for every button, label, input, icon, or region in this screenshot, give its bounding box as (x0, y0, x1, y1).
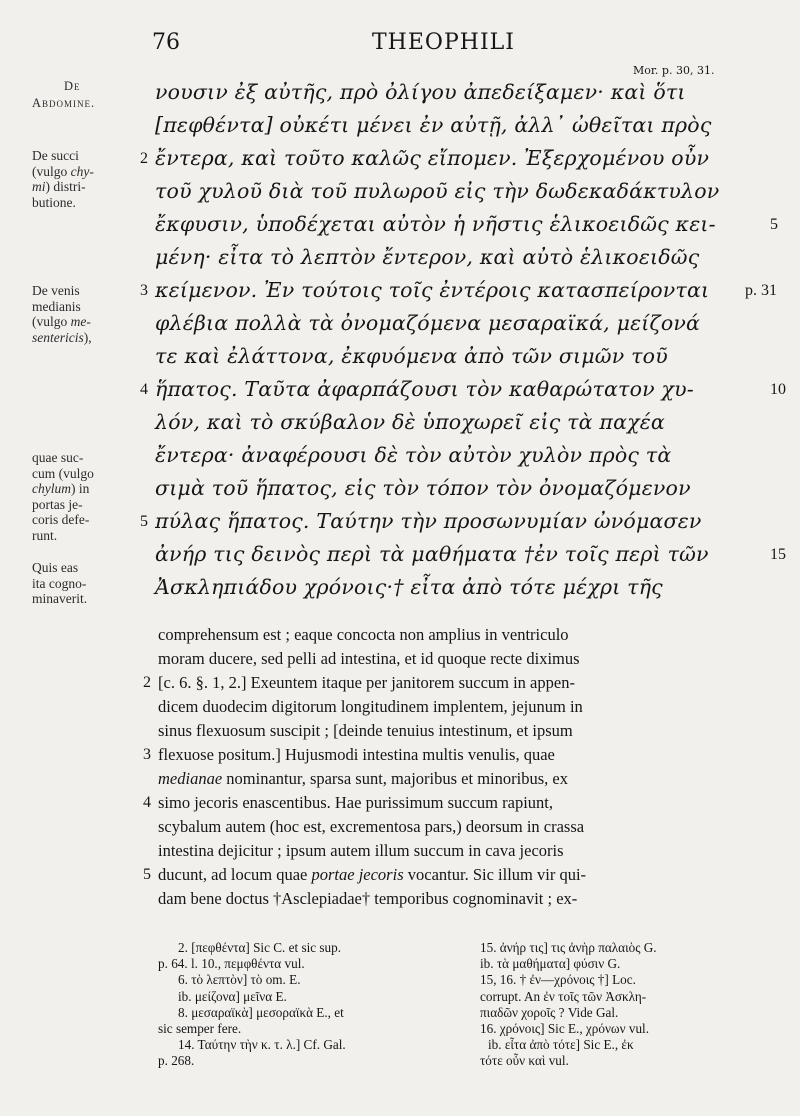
greek-line: τοῦ χυλοῦ διὰ τοῦ πυλωροῦ εἰς τὴν δωδεκαδάκτυλον (155, 179, 720, 203)
latin-line: comprehensum est ; eaque concocta non amplius in ventriculo (158, 625, 569, 644)
margin-note-veins (32, 283, 92, 345)
greek-line-number: 15 (770, 546, 786, 563)
footnotes-left (158, 940, 458, 1070)
margin-note-chyme (32, 148, 94, 210)
margin-note-line: quae suc- (32, 450, 84, 465)
footnote-line: p. 268. (158, 1053, 195, 1069)
footnote-line: 14. Ταύτην τὴν κ. τ. λ.] Cf. Gal. (178, 1037, 346, 1053)
latin-line: dicem duodecim digitorum longitudinem implentem, jejunum in (158, 697, 583, 716)
greek-line: τε καὶ ἐλάττονα, ἐκφυόμενα ἀπὸ τῶν σιμῶν τοῦ (155, 344, 668, 368)
margin-title-line: De (64, 79, 81, 93)
margin-note-line: mi) distri- (32, 179, 86, 194)
margin-note-line: chylum) in (32, 481, 90, 496)
margin-note-line: coris defe- (32, 512, 90, 527)
greek-section-number: 4 (140, 381, 148, 398)
greek-line: ἔντερα, καὶ τοῦτο καλῶς εἴπομεν. Ἐξερχομένου οὖν (155, 146, 710, 170)
margin-note-line: medianis (32, 298, 81, 314)
greek-line: [πεφθέντα] οὐκέτι μένει ἐν αὐτῇ, ἀλλ᾽ ὠθεῖται πρὸς (155, 113, 712, 137)
greek-line: σιμὰ τοῦ ἥπατος, εἰς τὸν τόπον τὸν ὀνομαζόμενον (155, 476, 691, 500)
margin-note-line: Quis eas (32, 560, 79, 575)
footnote-line: 2. [πεφθέντα] Sic C. et sic sup. (178, 940, 342, 955)
running-head: THEOPHILI (372, 30, 515, 55)
margin-note-line: runt. (32, 527, 58, 543)
greek-line: φλέβια πολλὰ τὰ ὀνομαζόμενα μεσαραϊκά, μείζονά (155, 311, 701, 335)
margin-note-quis (32, 560, 87, 607)
margin-note-line: cum (vulgo (32, 465, 94, 481)
margin-note-line: (vulgo chy- (32, 163, 94, 179)
footnote-line: πιαδῶν χοροῖς ? Vide Gal. (480, 1004, 619, 1020)
footnotes-right (480, 940, 780, 1070)
footnote-line: p. 64. l. 10., πεμφθέντα vul. (158, 956, 305, 972)
greek-section-number: 5 (140, 513, 148, 530)
footnote-line: 15. ἀνήρ τις] τις ἀνὴρ παλαιὸς G. (480, 940, 657, 955)
margin-note-line: De venis (32, 283, 80, 298)
margin-note-line: minaverit. (32, 591, 88, 606)
page-reference: p. 31 (745, 282, 777, 299)
footnote-line: 16. χρόνοις] Sic E., χρόνων vul. (480, 1021, 649, 1037)
greek-line: πύλας ἥπατος. Ταύτην τὴν προσωνυμίαν ὠνόμασεν (155, 509, 702, 533)
latin-section-number: 3 (143, 746, 151, 763)
latin-line: sinus flexuosum suscipit ; [deinde tenuius intestinum, et ipsum (158, 721, 573, 740)
greek-line-number: 10 (770, 381, 786, 398)
margin-note-line: sentericis), (32, 329, 92, 345)
latin-line: scybalum autem (hoc est, excrementosa pars,) deorsum in crassa (158, 817, 585, 836)
edition-reference: Mor. p. 30, 31. (633, 64, 715, 77)
footnote-line: corrupt. An ἐν τοῖς τῶν Ἀσκλη- (480, 988, 647, 1004)
greek-line: ἀνήρ τις δεινὸς περὶ τὰ μαθήματα †ἐν τοῖς περὶ τῶν (155, 542, 709, 566)
greek-line: μένη· εἶτα τὸ λεπτὸν ἔντερον, καὶ αὐτὸ ἑλικοειδῶς (155, 245, 700, 269)
greek-line: ἔντερα· ἀναφέρουσι δὲ τὸν αὐτὸν χυλὸν πρὸς τὰ (155, 443, 672, 467)
latin-line: medianae nominantur, sparsa sunt, majoribus et minoribus, ex (158, 769, 568, 788)
greek-section-number: 2 (140, 150, 148, 167)
page-number: 76 (152, 30, 180, 55)
footnote-line: 6. τὸ λεπτὸν] τὸ om. E. (178, 972, 301, 988)
greek-line: λόν, καὶ τὸ σκύβαλον δὲ ὑποχωρεῖ εἰς τὰ παχέα (155, 410, 665, 434)
latin-section-number: 2 (143, 674, 151, 691)
latin-line: [c. 6. §. 1, 2.] Exeuntem itaque per janitorem succum in appen- (158, 673, 575, 692)
latin-section-number: 5 (143, 866, 151, 883)
latin-line: moram ducere, sed pelli ad intestina, et id quoque recte diximus (158, 649, 580, 668)
margin-note-line: De succi (32, 148, 79, 163)
margin-note-line: portas je- (32, 496, 83, 512)
margin-note-portas (32, 450, 94, 543)
greek-line: κείμενον. Ἐν τούτοις τοῖς ἐντέροις κατασπείρονται (155, 278, 710, 302)
greek-line: Ἀσκληπιάδου χρόνοις·† εἶτα ἀπὸ τότε μέχρι τῆς (155, 575, 663, 599)
latin-line: intestina dejicitur ; ipsum autem illum succum in cava jecoris (158, 841, 564, 860)
greek-line: ἔκφυσιν, ὑποδέχεται αὐτὸν ἡ νῆστις ἑλικοειδῶς κει- (155, 212, 716, 236)
footnote-line: ib. μείζονα] μεῖνα E. (178, 988, 287, 1004)
footnote-line: τότε οὖν καὶ vul. (480, 1053, 569, 1069)
greek-section-number: 3 (140, 282, 148, 299)
margin-note-line: butione. (32, 194, 76, 210)
latin-line: flexuose positum.] Hujusmodi intestina multis venulis, quae (158, 745, 555, 764)
footnote-line: sic semper fere. (158, 1021, 242, 1037)
margin-note-line: ita cogno- (32, 575, 87, 591)
latin-section-number: 4 (143, 794, 151, 811)
footnote-line: ib. εἶτα ἀπὸ τότε] Sic E., ἐκ (488, 1037, 634, 1053)
latin-line: simo jecoris enascentibus. Hae purissimum succum rapiunt, (158, 793, 554, 812)
greek-line: νουσιν ἐξ αὐτῆς, πρὸ ὀλίγου ἀπεδείξαμεν· καὶ ὅτι (155, 80, 686, 104)
latin-line: ducunt, ad locum quae portae jecoris vocantur. Sic illum vir qui- (158, 865, 587, 884)
footnote-line: 8. μεσαραϊκὰ] μεσοραϊκὰ E., et (178, 1004, 344, 1020)
greek-line-number: 5 (770, 216, 778, 233)
footnote-line: 15, 16. † ἐν—χρόνοις †] Loc. (480, 972, 636, 988)
footnote-line: ib. τὰ μαθήματα] φύσιν G. (480, 956, 621, 972)
margin-section-title (32, 78, 142, 112)
latin-line: dam bene doctus †Asclepiadae† temporibus cognominavit ; ex- (158, 889, 578, 908)
margin-note-line: (vulgo me- (32, 314, 91, 329)
margin-title-line: Abdomine. (32, 96, 96, 110)
greek-line: ἥπατος. Ταῦτα ἀφαρπάζουσι τὸν καθαρώτατον χυ- (155, 377, 694, 401)
